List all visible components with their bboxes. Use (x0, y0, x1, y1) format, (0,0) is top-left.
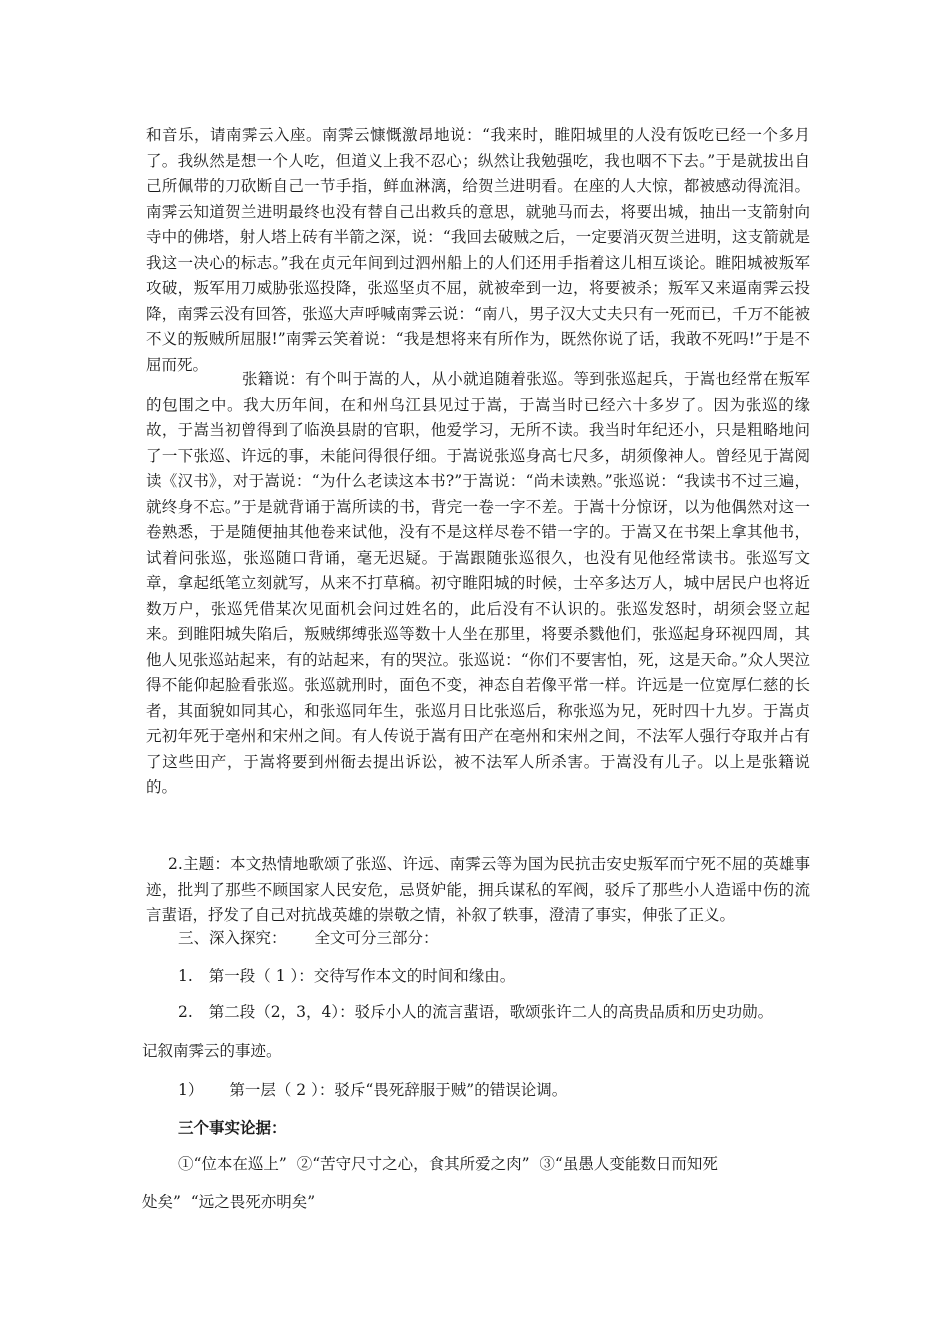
outline-item-1-text: 第一段（ 1 ）：交待写作本文的时间和缘由。 (208, 967, 516, 985)
paragraph-zhangji: 张籍说：有个叫于嵩的人，从小就追随着张巡。等到张巡起兵，于嵩也经常在叛军的包围之中。我大历年间，在和州乌江县见过于嵩，于嵩当时已经六十多岁了。因为张巡的缘故，于嵩当初曾得到了临涣县尉的官职，他爱学习，无所不读。我当时年纪还小，只是粗略地问了一下张巡、许远的事，未能问得很仔细。于嵩说张巡身高七尺多，胡须像神人。曾经见于嵩阅读《汉书》，对于嵩说：“为什么老读这本书?”于嵩说：“尚未读熟。”张巡说：“我读书不过三遍，就终身不忘。”于是就背诵于嵩所读的书，背完一卷一字不差。于嵩十分惊讶，以为他偶然对这一卷熟悉，于是随便抽其他卷来试他，没有不是这样尽卷不错一字的。于嵩又在书架上拿其他书，试着问张巡，张巡随口背诵，毫无迟疑。于嵩跟随张巡很久，也没有见他经常读书。张巡写文章，拿起纸笔立刻就写，从来不打草稿。初守睢阳城的时候，士卒多达万人，城中居民户也将近数万户，张巡凭借某次见面机会问过姓名的，此后没有不认识的。张巡发怒时，胡须会竖立起来。到睢阳城失陷后，叛贼绑缚张巡等数十人坐在那里，将要杀戮他们，张巡起身环视四周，其他人见张巡站起来，有的站起来，有的哭泣。张巡说：“你们不要害怕，死，这是天命。”众人哭泣得不能仰起脸看张巡。张巡就刑时，面色不变，神态自若像平常一样。许远是一位宽厚仁慈的长者，其面貌如同其心，和张巡同年生，张巡月日比张巡后，称张巡为兄，死时四十九岁。于嵩贞元初年死于亳州和宋州之间。有人传说于嵩有田产在亳州和宋州之间，不法军人强行夺取并占有了这些田产，于嵩将要到州衙去提出诉讼，被不法军人所杀害。于嵩没有儿子。以上是张籍说的。 (146, 370, 810, 796)
outline-item-2 (178, 1001, 773, 1023)
outline-layer-1-text: 第一层（ 2 ）：驳斥“畏死辞服于贼”的错误论调。 (229, 1081, 568, 1099)
outline-note: 记叙南霁云的事迹。 (142, 1042, 282, 1060)
facts-title: 三个事实论据： (178, 1118, 287, 1137)
outline-item-2-text: 第二段（2，3，4）：驳斥小人的流言蜚语，歌颂张许二人的高贵品质和历史功勋。 (208, 1003, 774, 1021)
paragraph-nanjiyun: 和音乐，请南霁云入座。南霁云慷慨激昂地说：“我来时，睢阳城里的人没有饭吃已经一个多月了。我纵然是想一个人吃，但道义上我不忍心；纵然让我勉强吃，我也咽不下去。”于是就拔出自己所佩带的刀砍断自己一节手指，鲜血淋漓，给贺兰进明看。在座的人大惊，都被感动得流泪。南霁云知道贺兰进明最终也没有替自己出救兵的意思，就驰马而去，将要出城，抽出一支箭射向寺中的佛塔，射人塔上砖有半箭之深，说：“我回去破贼之后，一定要消灭贺兰进明，这支箭就是我这一决心的标志。”我在贞元年间到过泗州船上的人们还用手指着这儿相互谈论。睢阳城被叛军攻破，叛军用刀威胁张巡投降，张巡坚贞不屈，就被牵到一边，将要被杀；叛军又来逼南霁云投降，南霁云没有回答，张巡大声呼喊南霁云说：“南八，男子汉大丈夫只有一死而已，千万不能被不义的叛贼所屈服!”南霁云笑着说：“我是想将来有所作为，既然你说了话，我敢不死吗!”于是不屈而死。 (146, 126, 810, 374)
outline-layer-1 (178, 1079, 567, 1101)
outline-layer-1-number: 1） (178, 1081, 204, 1099)
section-heading-label: 三、深入探究： (178, 929, 287, 947)
paragraph-theme: 2.主题：本文热情地歌颂了张巡、许远、南霁云等为国为民抗击安史叛军而宁死不屈的英雄事迹，批判了那些不顾国家人民安危，忌贤妒能，拥兵谋私的军阀，驳斥了那些小人造谣中伤的流言蜚语，抒发了自己对抗战英雄的崇敬之情，补叙了轶事，澄清了事实，伸张了正义。 (146, 855, 810, 924)
section-heading-tail: 全文可分三部分： (314, 929, 439, 947)
outline-item-2-number: 2. (178, 1003, 193, 1021)
facts-line-2: 处矣” “远之畏死亦明矣” (142, 1193, 316, 1211)
outline-item-1 (178, 965, 515, 987)
outline-item-1-number: 1. (178, 967, 193, 985)
section-heading (178, 927, 439, 949)
facts-line-1: ①“位本在巡上” ②“苦守尺寸之心，食其所爱之肉” ③“虽愚人变能数日而知死 (178, 1155, 718, 1173)
